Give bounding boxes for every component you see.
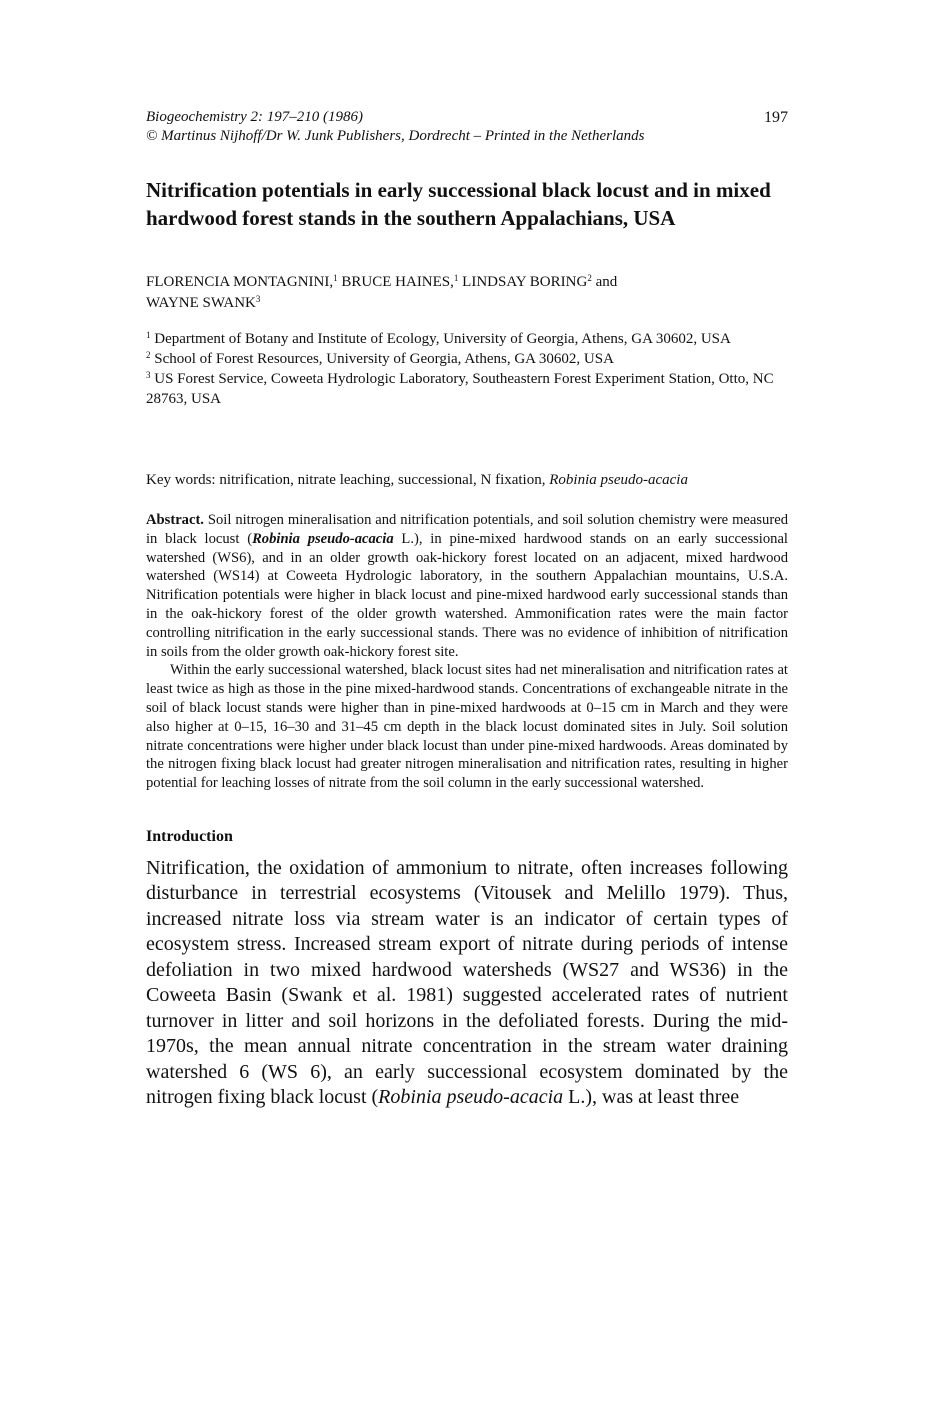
affiliation-text: Department of Botany and Institute of Ecology, University of Georgia, Athens, GA 30602, USA (150, 331, 731, 347)
author-affiliation-mark: 1 (333, 273, 338, 283)
section-heading-introduction: Introduction (146, 827, 233, 845)
affiliation-item (146, 349, 788, 369)
publisher-copyright: © Martinus Nijhoff/Dr W. Junk Publishers, Dordrecht – Printed in the Netherlands (146, 128, 645, 144)
author-affiliation-mark: 3 (255, 294, 261, 304)
abstract-label: Abstract. (146, 512, 204, 528)
article-page (146, 108, 788, 1111)
introduction-species: Robinia pseudo-acacia (378, 1086, 564, 1109)
article-title: Nitrification potentials in early successional black locust and in mixed hardwood forest stands in the southern Appalachians, USA (146, 178, 771, 230)
keywords (146, 471, 788, 490)
affiliation-number: 2 (146, 350, 151, 360)
affiliation-item (146, 369, 788, 409)
author-name: WAYNE SWANK (146, 295, 256, 311)
affiliation-list (146, 329, 788, 409)
abstract-paragraph (146, 511, 788, 661)
abstract (146, 511, 788, 793)
author-name: BRUCE HAINES, (337, 274, 454, 290)
author-conjunction: and (591, 274, 618, 290)
introduction-text: L.), was at least three (563, 1086, 740, 1109)
introduction-text: Nitrification, the oxidation of ammonium to nitrate, often increases following disturbance in terrestrial ecosystems (Vitousek and Melillo 1979). Thus, increased nitrate loss via stream water is an indicator of certain types of ecosystem stress. Increased stream export of nitrate during periods of intense defoliation in two mixed hardwood watersheds (WS27 and WS36) in the Coweeta Basin (Swank et al. 1981) suggested accelerated rates of nutrient turnover in litter and soil horizons in the defoliated forests. During the mid-1970s, the mean annual nitrate concentration in the stream water draining watershed 6 (WS 6), an early successional ecosystem dominated by the nitrogen fixing black locust ( (146, 856, 788, 1109)
abstract-text: Soil nitrogen mineralisation and nitrification potentials, and soil solution chemistry were measured in black locust ( (146, 512, 788, 547)
author-list (146, 272, 788, 314)
affiliation-item (146, 329, 788, 349)
keywords-species: Robinia pseudo-acacia (549, 472, 688, 488)
author-name: LINDSAY BORING (458, 274, 588, 290)
affiliation-number: 3 (146, 370, 151, 380)
abstract-paragraph: Within the early successional watershed, black locust sites had net mineralisation and nitrification rates at least twice as high as those in the pine mixed-hardwood stands. Concentrations of exchangeable nitrate in the soil of black locust stands were higher than in pine-mixed hardwoods at 0–15 cm in March and they were also higher at 0–15, 16–30 and 31–45 cm depth in the black locust dominated sites in July. Soil solution nitrate concentrations were higher under black locust than under pine-mixed hardwoods. Areas dominated by the nitrogen fixing black locust had greater nitrogen mineralisation and nitrification rates, resulting in higher potential for leaching losses of nitrate from the soil column in the early successional watershed. (146, 662, 788, 792)
keywords-label: Key words: (146, 472, 216, 488)
keywords-text: nitrification, nitrate leaching, successional, N fixation, (215, 472, 550, 488)
journal-citation: Biogeochemistry 2: 197–210 (1986) (146, 109, 364, 125)
page-number: 197 (764, 109, 788, 126)
author-affiliation-mark: 1 (453, 273, 459, 283)
journal-header (146, 108, 788, 146)
introduction-body (146, 856, 788, 1111)
affiliation-number: 1 (146, 330, 151, 340)
abstract-text: L.), in pine-mixed hardwood stands on an early successional watershed (WS6), and in an older growth oak-hickory forest located on an adjacent, mixed hardwood watershed (WS14) at Coweeta Hydrologic laboratory, in the southern Appalachian mountains, U.S.A. Nitrification potentials were higher in black locust and pine-mixed hardwood early successional stands than in the oak-hickory forest of the older growth watershed. Ammonification rates were the main factor controlling nitrification in the early successional stands. There was no evidence of inhibition of nitrification in soils from the older growth oak-hickory forest site. (146, 530, 788, 660)
abstract-species: Robinia pseudo-acacia (252, 530, 394, 547)
author-affiliation-mark: 2 (587, 273, 592, 283)
author-name: FLORENCIA MONTAGNINI, (146, 274, 334, 290)
introduction-paragraph (146, 856, 788, 1111)
affiliation-text: School of Forest Resources, University of Georgia, Athens, GA 30602, USA (150, 351, 614, 367)
affiliation-text: US Forest Service, Coweeta Hydrologic Laboratory, Southeastern Forest Experiment Station, Otto, NC 28763, USA (146, 371, 774, 407)
